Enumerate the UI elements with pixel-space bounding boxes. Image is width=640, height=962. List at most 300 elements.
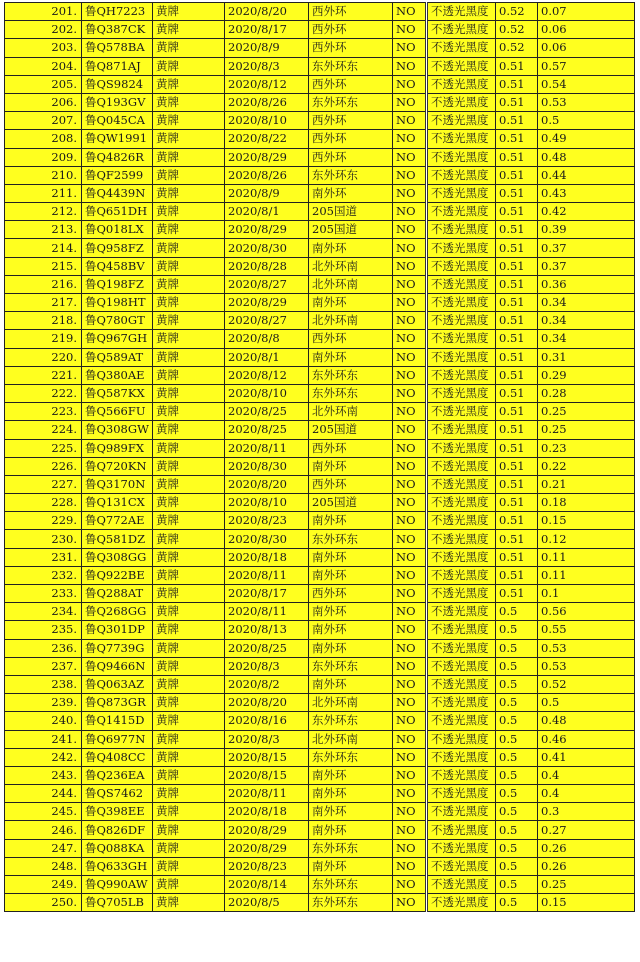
cell-measured-value: 0.53 <box>538 93 635 111</box>
cell-location: 东外环东 <box>309 166 393 184</box>
cell-location: 南外环 <box>309 239 393 257</box>
cell-plate-color: 黄牌 <box>153 730 225 748</box>
cell-measured-value: 0.57 <box>538 57 635 75</box>
cell-opacity-limit: 0.51 <box>496 421 538 439</box>
cell-inspection-date: 2020/8/25 <box>225 403 309 421</box>
cell-plate-color: 黄牌 <box>153 475 225 493</box>
cell-opacity-limit: 0.51 <box>496 57 538 75</box>
cell-result: NO <box>393 57 427 75</box>
cell-result: NO <box>393 603 427 621</box>
cell-plate-color: 黄牌 <box>153 203 225 221</box>
table-row <box>5 3 635 21</box>
cell-location: 205国道 <box>309 494 393 512</box>
cell-opacity-limit: 0.5 <box>496 857 538 875</box>
table-row <box>5 166 635 184</box>
cell-row-number: 205. <box>5 75 82 93</box>
cell-opacity-limit: 0.5 <box>496 730 538 748</box>
cell-row-number: 217. <box>5 294 82 312</box>
cell-test-type: 不透光黑度 <box>427 621 496 639</box>
cell-inspection-date: 2020/8/26 <box>225 166 309 184</box>
cell-result: NO <box>393 839 427 857</box>
cell-plate-color: 黄牌 <box>153 766 225 784</box>
cell-opacity-limit: 0.51 <box>496 348 538 366</box>
cell-location: 东外环东 <box>309 57 393 75</box>
cell-row-number: 213. <box>5 221 82 239</box>
cell-inspection-date: 2020/8/10 <box>225 384 309 402</box>
cell-row-number: 235. <box>5 621 82 639</box>
cell-measured-value: 0.4 <box>538 785 635 803</box>
cell-row-number: 246. <box>5 821 82 839</box>
cell-plate-number: 鲁Q780GT <box>82 312 153 330</box>
cell-plate-number: 鲁QS7462 <box>82 785 153 803</box>
cell-location: 南外环 <box>309 457 393 475</box>
cell-row-number: 244. <box>5 785 82 803</box>
table-row <box>5 657 635 675</box>
cell-result: NO <box>393 203 427 221</box>
cell-inspection-date: 2020/8/2 <box>225 675 309 693</box>
cell-plate-color: 黄牌 <box>153 3 225 21</box>
cell-test-type: 不透光黑度 <box>427 475 496 493</box>
cell-opacity-limit: 0.51 <box>496 257 538 275</box>
cell-inspection-date: 2020/8/18 <box>225 548 309 566</box>
cell-row-number: 249. <box>5 876 82 894</box>
cell-inspection-date: 2020/8/25 <box>225 639 309 657</box>
cell-inspection-date: 2020/8/23 <box>225 512 309 530</box>
cell-inspection-date: 2020/8/13 <box>225 621 309 639</box>
cell-test-type: 不透光黑度 <box>427 366 496 384</box>
cell-test-type: 不透光黑度 <box>427 57 496 75</box>
cell-plate-color: 黄牌 <box>153 148 225 166</box>
cell-test-type: 不透光黑度 <box>427 694 496 712</box>
cell-row-number: 237. <box>5 657 82 675</box>
cell-plate-color: 黄牌 <box>153 457 225 475</box>
cell-plate-color: 黄牌 <box>153 39 225 57</box>
cell-plate-color: 黄牌 <box>153 803 225 821</box>
cell-plate-number: 鲁Q236EA <box>82 766 153 784</box>
cell-inspection-date: 2020/8/30 <box>225 530 309 548</box>
cell-measured-value: 0.43 <box>538 184 635 202</box>
cell-row-number: 226. <box>5 457 82 475</box>
cell-opacity-limit: 0.5 <box>496 785 538 803</box>
cell-row-number: 221. <box>5 366 82 384</box>
vehicle-emission-table <box>4 2 635 912</box>
cell-location: 西外环 <box>309 475 393 493</box>
cell-row-number: 247. <box>5 839 82 857</box>
cell-inspection-date: 2020/8/28 <box>225 257 309 275</box>
cell-measured-value: 0.11 <box>538 548 635 566</box>
cell-opacity-limit: 0.51 <box>496 294 538 312</box>
cell-plate-number: 鲁Q826DF <box>82 821 153 839</box>
cell-opacity-limit: 0.51 <box>496 75 538 93</box>
cell-opacity-limit: 0.5 <box>496 675 538 693</box>
cell-result: NO <box>393 366 427 384</box>
cell-plate-number: 鲁Q720KN <box>82 457 153 475</box>
cell-plate-number: 鲁Q408CC <box>82 748 153 766</box>
cell-result: NO <box>393 530 427 548</box>
table-row <box>5 748 635 766</box>
cell-location: 南外环 <box>309 294 393 312</box>
cell-plate-color: 黄牌 <box>153 57 225 75</box>
table-row <box>5 494 635 512</box>
cell-inspection-date: 2020/8/3 <box>225 657 309 675</box>
cell-test-type: 不透光黑度 <box>427 112 496 130</box>
cell-opacity-limit: 0.5 <box>496 839 538 857</box>
cell-plate-number: 鲁Q871AJ <box>82 57 153 75</box>
cell-plate-number: 鲁Q651DH <box>82 203 153 221</box>
cell-location: 205国道 <box>309 221 393 239</box>
cell-result: NO <box>393 712 427 730</box>
cell-location: 南外环 <box>309 621 393 639</box>
cell-test-type: 不透光黑度 <box>427 766 496 784</box>
cell-location: 205国道 <box>309 203 393 221</box>
cell-opacity-limit: 0.51 <box>496 166 538 184</box>
cell-row-number: 234. <box>5 603 82 621</box>
cell-plate-color: 黄牌 <box>153 675 225 693</box>
table-row <box>5 112 635 130</box>
cell-plate-number: 鲁Q633GH <box>82 857 153 875</box>
cell-measured-value: 0.25 <box>538 876 635 894</box>
cell-measured-value: 0.4 <box>538 766 635 784</box>
cell-test-type: 不透光黑度 <box>427 93 496 111</box>
cell-measured-value: 0.26 <box>538 857 635 875</box>
cell-opacity-limit: 0.5 <box>496 621 538 639</box>
cell-plate-number: 鲁QH7223 <box>82 3 153 21</box>
cell-opacity-limit: 0.5 <box>496 766 538 784</box>
cell-result: NO <box>393 439 427 457</box>
cell-inspection-date: 2020/8/1 <box>225 203 309 221</box>
cell-inspection-date: 2020/8/26 <box>225 93 309 111</box>
cell-test-type: 不透光黑度 <box>427 585 496 603</box>
table-row <box>5 857 635 875</box>
table-row <box>5 312 635 330</box>
cell-measured-value: 0.48 <box>538 712 635 730</box>
cell-plate-number: 鲁Q018LX <box>82 221 153 239</box>
table-row <box>5 785 635 803</box>
cell-location: 西外环 <box>309 3 393 21</box>
cell-plate-color: 黄牌 <box>153 439 225 457</box>
cell-test-type: 不透光黑度 <box>427 75 496 93</box>
cell-inspection-date: 2020/8/30 <box>225 457 309 475</box>
cell-location: 北外环南 <box>309 730 393 748</box>
cell-location: 西外环 <box>309 112 393 130</box>
table-row <box>5 75 635 93</box>
cell-measured-value: 0.41 <box>538 748 635 766</box>
cell-result: NO <box>393 857 427 875</box>
table-row <box>5 675 635 693</box>
cell-result: NO <box>393 657 427 675</box>
cell-location: 南外环 <box>309 857 393 875</box>
cell-opacity-limit: 0.52 <box>496 21 538 39</box>
cell-inspection-date: 2020/8/10 <box>225 112 309 130</box>
cell-inspection-date: 2020/8/20 <box>225 475 309 493</box>
cell-test-type: 不透光黑度 <box>427 403 496 421</box>
cell-test-type: 不透光黑度 <box>427 566 496 584</box>
cell-result: NO <box>393 384 427 402</box>
cell-location: 西外环 <box>309 439 393 457</box>
cell-plate-number: 鲁Q131CX <box>82 494 153 512</box>
cell-row-number: 214. <box>5 239 82 257</box>
cell-row-number: 210. <box>5 166 82 184</box>
cell-row-number: 219. <box>5 330 82 348</box>
cell-measured-value: 0.46 <box>538 730 635 748</box>
cell-plate-number: 鲁Q589AT <box>82 348 153 366</box>
cell-result: NO <box>393 803 427 821</box>
cell-test-type: 不透光黑度 <box>427 494 496 512</box>
cell-measured-value: 0.29 <box>538 366 635 384</box>
cell-row-number: 212. <box>5 203 82 221</box>
cell-location: 北外环南 <box>309 257 393 275</box>
cell-row-number: 241. <box>5 730 82 748</box>
cell-result: NO <box>393 3 427 21</box>
cell-test-type: 不透光黑度 <box>427 748 496 766</box>
cell-plate-number: 鲁Q308GG <box>82 548 153 566</box>
cell-result: NO <box>393 75 427 93</box>
cell-opacity-limit: 0.51 <box>496 530 538 548</box>
cell-opacity-limit: 0.52 <box>496 3 538 21</box>
table-row <box>5 694 635 712</box>
cell-plate-color: 黄牌 <box>153 712 225 730</box>
cell-opacity-limit: 0.51 <box>496 221 538 239</box>
cell-test-type: 不透光黑度 <box>427 294 496 312</box>
cell-location: 北外环南 <box>309 275 393 293</box>
cell-inspection-date: 2020/8/22 <box>225 130 309 148</box>
cell-result: NO <box>393 494 427 512</box>
cell-result: NO <box>393 294 427 312</box>
cell-measured-value: 0.26 <box>538 839 635 857</box>
cell-result: NO <box>393 785 427 803</box>
cell-plate-color: 黄牌 <box>153 494 225 512</box>
cell-row-number: 203. <box>5 39 82 57</box>
cell-plate-number: 鲁Q288AT <box>82 585 153 603</box>
table-row <box>5 585 635 603</box>
table-row <box>5 275 635 293</box>
cell-row-number: 236. <box>5 639 82 657</box>
cell-plate-number: 鲁Q3170N <box>82 475 153 493</box>
cell-row-number: 231. <box>5 548 82 566</box>
cell-row-number: 230. <box>5 530 82 548</box>
cell-measured-value: 0.22 <box>538 457 635 475</box>
cell-measured-value: 0.42 <box>538 203 635 221</box>
cell-location: 西外环 <box>309 39 393 57</box>
cell-test-type: 不透光黑度 <box>427 876 496 894</box>
cell-test-type: 不透光黑度 <box>427 421 496 439</box>
cell-inspection-date: 2020/8/20 <box>225 3 309 21</box>
cell-inspection-date: 2020/8/1 <box>225 348 309 366</box>
cell-location: 南外环 <box>309 603 393 621</box>
cell-inspection-date: 2020/8/5 <box>225 894 309 912</box>
cell-result: NO <box>393 512 427 530</box>
table-row <box>5 384 635 402</box>
cell-inspection-date: 2020/8/11 <box>225 785 309 803</box>
cell-opacity-limit: 0.51 <box>496 366 538 384</box>
table-row <box>5 221 635 239</box>
cell-opacity-limit: 0.5 <box>496 712 538 730</box>
cell-row-number: 227. <box>5 475 82 493</box>
cell-plate-number: 鲁Q922BE <box>82 566 153 584</box>
cell-test-type: 不透光黑度 <box>427 439 496 457</box>
cell-plate-number: 鲁Q1415D <box>82 712 153 730</box>
cell-location: 东外环东 <box>309 384 393 402</box>
cell-test-type: 不透光黑度 <box>427 384 496 402</box>
cell-result: NO <box>393 876 427 894</box>
cell-result: NO <box>393 894 427 912</box>
cell-result: NO <box>393 548 427 566</box>
cell-row-number: 242. <box>5 748 82 766</box>
cell-plate-color: 黄牌 <box>153 184 225 202</box>
cell-test-type: 不透光黑度 <box>427 675 496 693</box>
cell-location: 南外环 <box>309 639 393 657</box>
cell-plate-number: 鲁Q088KA <box>82 839 153 857</box>
cell-plate-number: 鲁Q4439N <box>82 184 153 202</box>
cell-inspection-date: 2020/8/14 <box>225 876 309 894</box>
table-row <box>5 766 635 784</box>
table-row <box>5 530 635 548</box>
cell-inspection-date: 2020/8/29 <box>225 148 309 166</box>
cell-result: NO <box>393 694 427 712</box>
cell-measured-value: 0.34 <box>538 330 635 348</box>
table-row <box>5 712 635 730</box>
cell-location: 南外环 <box>309 803 393 821</box>
cell-row-number: 215. <box>5 257 82 275</box>
cell-plate-color: 黄牌 <box>153 821 225 839</box>
cell-test-type: 不透光黑度 <box>427 857 496 875</box>
cell-inspection-date: 2020/8/25 <box>225 421 309 439</box>
cell-plate-number: 鲁Q9466N <box>82 657 153 675</box>
cell-test-type: 不透光黑度 <box>427 548 496 566</box>
cell-plate-color: 黄牌 <box>153 312 225 330</box>
cell-plate-color: 黄牌 <box>153 93 225 111</box>
cell-test-type: 不透光黑度 <box>427 21 496 39</box>
table-row <box>5 639 635 657</box>
cell-plate-color: 黄牌 <box>153 257 225 275</box>
cell-test-type: 不透光黑度 <box>427 530 496 548</box>
cell-inspection-date: 2020/8/27 <box>225 312 309 330</box>
table-row <box>5 93 635 111</box>
cell-inspection-date: 2020/8/20 <box>225 694 309 712</box>
cell-result: NO <box>393 675 427 693</box>
cell-opacity-limit: 0.5 <box>496 603 538 621</box>
cell-result: NO <box>393 748 427 766</box>
cell-measured-value: 0.37 <box>538 239 635 257</box>
cell-row-number: 206. <box>5 93 82 111</box>
cell-location: 东外环东 <box>309 876 393 894</box>
cell-inspection-date: 2020/8/11 <box>225 566 309 584</box>
cell-location: 东外环东 <box>309 657 393 675</box>
cell-inspection-date: 2020/8/27 <box>225 275 309 293</box>
cell-result: NO <box>393 166 427 184</box>
cell-measured-value: 0.18 <box>538 494 635 512</box>
cell-location: 北外环南 <box>309 312 393 330</box>
cell-plate-color: 黄牌 <box>153 21 225 39</box>
cell-test-type: 不透光黑度 <box>427 166 496 184</box>
cell-opacity-limit: 0.51 <box>496 494 538 512</box>
cell-measured-value: 0.28 <box>538 384 635 402</box>
cell-location: 南外环 <box>309 785 393 803</box>
cell-measured-value: 0.53 <box>538 639 635 657</box>
cell-test-type: 不透光黑度 <box>427 785 496 803</box>
cell-opacity-limit: 0.51 <box>496 112 538 130</box>
cell-opacity-limit: 0.5 <box>496 694 538 712</box>
cell-plate-number: 鲁QS9824 <box>82 75 153 93</box>
table-row <box>5 821 635 839</box>
cell-result: NO <box>393 221 427 239</box>
table-row <box>5 39 635 57</box>
table-body <box>5 3 635 912</box>
cell-location: 西外环 <box>309 75 393 93</box>
cell-result: NO <box>393 93 427 111</box>
table-row <box>5 348 635 366</box>
cell-measured-value: 0.55 <box>538 621 635 639</box>
cell-plate-color: 黄牌 <box>153 548 225 566</box>
cell-result: NO <box>393 257 427 275</box>
cell-measured-value: 0.1 <box>538 585 635 603</box>
cell-location: 南外环 <box>309 766 393 784</box>
cell-row-number: 223. <box>5 403 82 421</box>
cell-plate-color: 黄牌 <box>153 294 225 312</box>
cell-plate-number: 鲁Q387CK <box>82 21 153 39</box>
cell-plate-number: 鲁Q6977N <box>82 730 153 748</box>
cell-test-type: 不透光黑度 <box>427 657 496 675</box>
cell-test-type: 不透光黑度 <box>427 312 496 330</box>
cell-plate-color: 黄牌 <box>153 366 225 384</box>
cell-measured-value: 0.3 <box>538 803 635 821</box>
cell-measured-value: 0.54 <box>538 75 635 93</box>
cell-measured-value: 0.07 <box>538 3 635 21</box>
cell-measured-value: 0.06 <box>538 39 635 57</box>
cell-opacity-limit: 0.5 <box>496 821 538 839</box>
cell-plate-color: 黄牌 <box>153 512 225 530</box>
table-row <box>5 130 635 148</box>
cell-plate-color: 黄牌 <box>153 876 225 894</box>
cell-location: 东外环东 <box>309 748 393 766</box>
cell-row-number: 232. <box>5 566 82 584</box>
cell-inspection-date: 2020/8/3 <box>225 57 309 75</box>
cell-row-number: 222. <box>5 384 82 402</box>
cell-inspection-date: 2020/8/15 <box>225 766 309 784</box>
cell-row-number: 202. <box>5 21 82 39</box>
cell-result: NO <box>393 475 427 493</box>
cell-location: 东外环东 <box>309 530 393 548</box>
cell-inspection-date: 2020/8/3 <box>225 730 309 748</box>
table-row <box>5 803 635 821</box>
cell-opacity-limit: 0.51 <box>496 148 538 166</box>
cell-opacity-limit: 0.51 <box>496 239 538 257</box>
cell-measured-value: 0.23 <box>538 439 635 457</box>
cell-plate-color: 黄牌 <box>153 894 225 912</box>
table-row <box>5 148 635 166</box>
cell-test-type: 不透光黑度 <box>427 839 496 857</box>
cell-row-number: 248. <box>5 857 82 875</box>
cell-plate-color: 黄牌 <box>153 639 225 657</box>
cell-plate-color: 黄牌 <box>153 694 225 712</box>
table-row <box>5 475 635 493</box>
cell-opacity-limit: 0.51 <box>496 312 538 330</box>
cell-result: NO <box>393 184 427 202</box>
cell-plate-color: 黄牌 <box>153 239 225 257</box>
cell-location: 北外环南 <box>309 694 393 712</box>
cell-test-type: 不透光黑度 <box>427 330 496 348</box>
cell-opacity-limit: 0.51 <box>496 330 538 348</box>
cell-plate-color: 黄牌 <box>153 566 225 584</box>
cell-plate-number: 鲁Q4826R <box>82 148 153 166</box>
cell-result: NO <box>393 403 427 421</box>
cell-row-number: 207. <box>5 112 82 130</box>
cell-location: 西外环 <box>309 21 393 39</box>
cell-result: NO <box>393 639 427 657</box>
cell-inspection-date: 2020/8/29 <box>225 221 309 239</box>
table-row <box>5 603 635 621</box>
cell-opacity-limit: 0.51 <box>496 203 538 221</box>
